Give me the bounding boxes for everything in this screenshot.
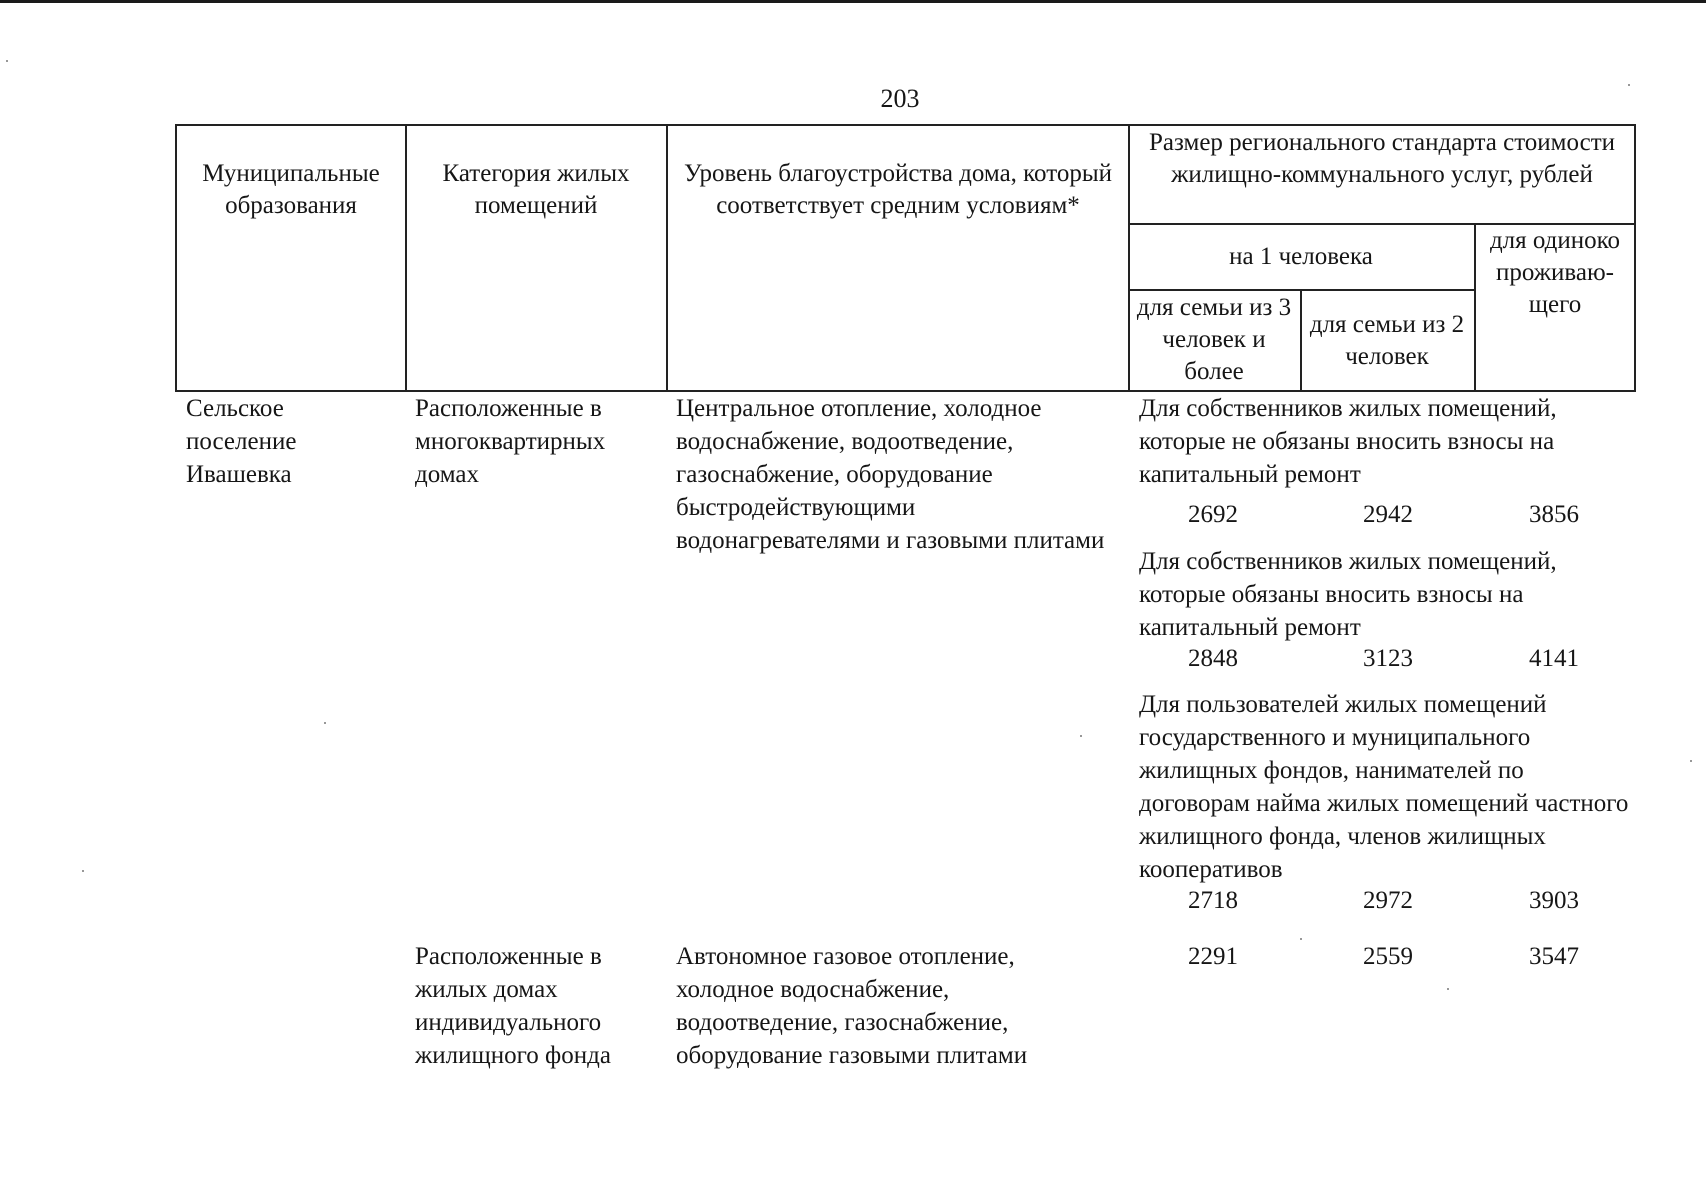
page-top-border [0,0,1706,3]
row1-group3-family3: 2718 [1188,887,1238,914]
row2-family2: 2559 [1363,943,1413,970]
header-single: для одиноко проживаю-щего [1489,227,1621,318]
header-divider-4 [1474,223,1476,392]
scan-speck [1300,938,1302,940]
header-divider-2 [666,124,668,392]
row2-single: 3547 [1529,943,1579,970]
scan-speck [1447,988,1449,990]
header-level: Уровень благоустройства дома, который соответствует средним условиям* [684,160,1112,219]
row1-group2-family2: 3123 [1363,645,1413,672]
header-category: Категория жилых помещений [442,160,630,219]
header-family-2: для семьи из 2 человек [1309,311,1465,370]
scan-speck [324,722,326,724]
row1-group3-single: 3903 [1529,887,1579,914]
scan-speck [6,60,8,62]
header-per-person: на 1 человека [1229,243,1373,270]
scan-speck [1628,84,1630,86]
scan-speck [1690,760,1692,762]
header-family-3: для семьи из 3 человек и более [1136,294,1292,385]
header-size-group: Размер регионального стандарта стоимости жилищно-коммунального услуг, рублей [1148,129,1616,188]
scan-speck [1080,735,1082,737]
page-number: 203 [880,84,920,113]
row1-group2-single: 4141 [1529,645,1579,672]
row1-group1-family2: 2942 [1363,501,1413,528]
header-right-border [1634,124,1636,392]
header-divider-1 [405,124,407,392]
row1-group2-title: Для собственников жилых помещений, которые обязаны вносить взносы на капитальный ремонт [1139,548,1557,641]
row1-municipality: Сельское поселение Ивашевка [186,395,297,488]
row1-group1-single: 3856 [1529,501,1579,528]
row1-category: Расположенные в многоквартирных домах [415,395,606,488]
row1-group3-family2: 2972 [1363,887,1413,914]
header-divider-5 [1300,289,1302,392]
row1-group2-family3: 2848 [1188,645,1238,672]
table-header [175,124,1635,392]
scan-speck [82,870,84,872]
header-left-border [175,124,177,392]
row1-level: Центральное отопление, холодное водоснабжение, водоотведение, газоснабжение, оборудование быстродействующими водонагревателями и газовыми плитами [676,395,1105,554]
row1-group1-title: Для собственников жилых помещений, которые не обязаны вносить взносы на капитальный ремонт [1139,395,1557,488]
row2-level: Автономное газовое отопление, холодное водоснабжение, водоотведение, газоснабжение, оборудование газовыми плитами [676,943,1028,1069]
row2-family3: 2291 [1188,943,1238,970]
row1-group3-title: Для пользователей жилых помещений государственного и муниципального жилищных фондов, нанимателей по договорам найма жилых помещений частного жилищного фонда, членов жилищных кооперативов [1139,691,1629,883]
row2-category: Расположенные в жилых домах индивидуального жилищного фонда [415,943,611,1069]
header-divider-3 [1128,124,1130,392]
row1-group1-family3: 2692 [1188,501,1238,528]
header-municipality: Муниципальные образования [202,160,380,219]
header-top-border [175,124,1635,126]
